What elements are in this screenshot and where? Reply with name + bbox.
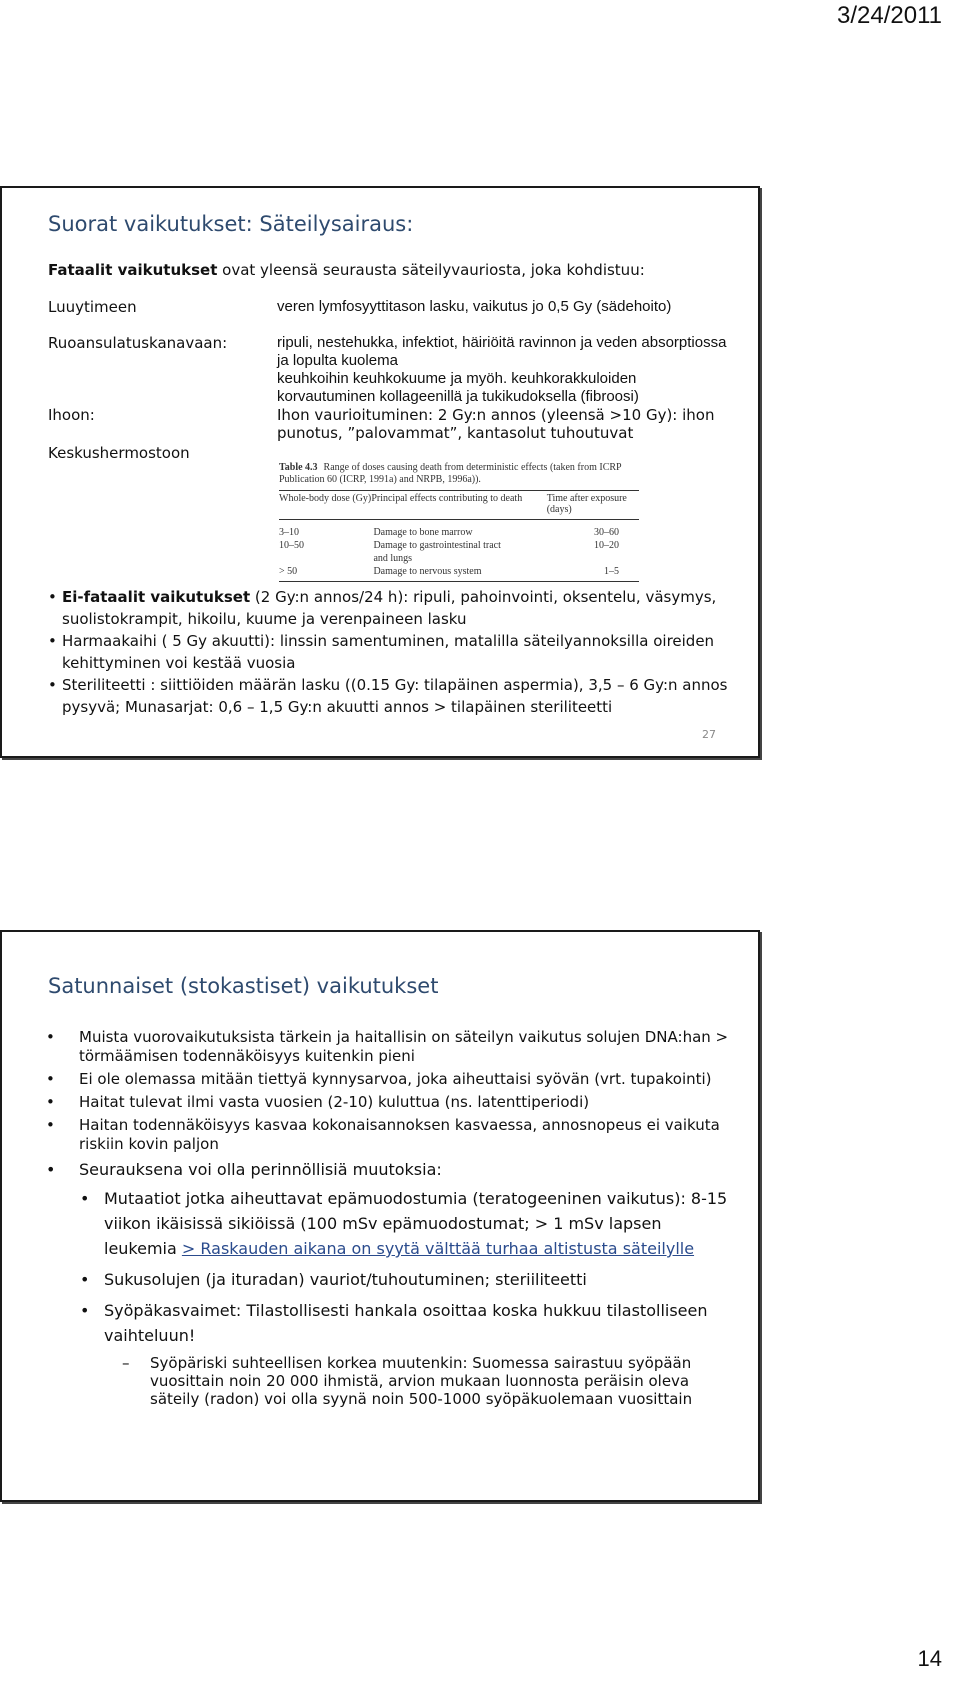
- slide-title: Satunnaiset (stokastiset) vaikutukset: [48, 974, 439, 998]
- bullet-item: [48, 674, 738, 718]
- intro-bold: Fataalit vaikutukset: [48, 261, 218, 279]
- table-cell: > 50: [279, 566, 298, 577]
- slide-title: Suorat vaikutukset: Säteilysairaus:: [48, 212, 414, 236]
- table-row: [279, 565, 639, 578]
- bullet-text: Steriliteetti : siittiöiden määrän lasku ((0.15 Gy: tilapäinen aspermia), 3,5 – 6 Gy:n annos pysyvä; Munasarjat: 0,6 – 1,5 Gy:n akuutti annos > tilapäinen steriliteetti: [62, 676, 728, 716]
- intro-rest: ovat yleensä seurausta säteilyvauriosta, joka kohdistuu:: [217, 261, 645, 279]
- table-label: Table 4.3: [279, 462, 318, 473]
- table-cell: [279, 552, 373, 565]
- bullet-item: [48, 630, 738, 674]
- bullet-list: [44, 1028, 734, 1408]
- table-row: [279, 526, 639, 539]
- table-header-cell: Whole-body dose (Gy): [279, 493, 372, 504]
- bullet-item: [48, 586, 738, 630]
- organ-label: Luuytimeen: [48, 298, 137, 316]
- slide-stochastic: [0, 930, 760, 1502]
- table-cell: 10–20: [593, 540, 619, 551]
- intro-text: [48, 261, 645, 279]
- table-cell: Damage to gastrointestinal tract: [373, 540, 501, 551]
- sub-bullet-item: • Syöpäkasvaimet: Tilastollisesti hankala osoittaa koska hukkuu tilastolliseen vaihteluun!: [44, 1298, 734, 1348]
- table-cell: 10–50: [279, 540, 304, 551]
- organ-label: Ihoon:: [48, 406, 95, 424]
- bullet-item: • Ei ole olemassa mitään tiettyä kynnysarvoa, joka aiheuttaisi syövän (vrt. tupakointi): [44, 1070, 734, 1089]
- bullet-text: (2 Gy:n annos/24 h): ripuli, pahoinvointi, oksentelu, väsymys, suolistokrampit, hikoilu, kuume ja verenpaineen lasku: [62, 588, 717, 628]
- bullet-text: Harmaakaihi ( 5 Gy akuutti): linssin samentuminen, matalilla säteilyannoksilla oireiden kehittyminen voi kestää vuosia: [62, 632, 715, 672]
- table-caption-text: Range of doses causing death from deterministic effects (taken from ICRP Publication 60 (ICRP, 1991a) and NRPB, 1996a)).: [279, 462, 622, 485]
- organ-effect: Ihon vaurioituminen: 2 Gy:n annos (yleensä >10 Gy): ihon punotus, ”palovammat”, kantasolut tuhoutuvat: [277, 406, 715, 442]
- bullet-item: • Haitat tulevat ilmi vasta vuosien (2-10) kuluttua (ns. latenttiperiodi): [44, 1093, 734, 1112]
- slide-27: [0, 186, 760, 758]
- organ-effect: veren lymfosyyttitason lasku, vaikutus jo 0,5 Gy (sädehoito): [277, 298, 672, 315]
- dose-table: [279, 462, 639, 582]
- table-header-cell: Time after exposure (days): [546, 493, 627, 515]
- table-cell: 1–5: [603, 566, 619, 577]
- table-cell: and lungs: [373, 553, 413, 564]
- organ-effect: keuhkoihin keuhkokuume ja myöh. keuhkorakkuloiden korvautuminen kollageenillä ja tukikudoksella (fibroosi): [277, 370, 639, 405]
- organ-effect: ripuli, nestehukka, infektiot, häiriöitä ravinnon ja veden absorptiossa ja lopulta kuolema: [277, 334, 727, 369]
- print-date: 3/24/2011: [837, 2, 942, 29]
- sub-sub-item: – Syöpäriski suhteellisen korkea muutenkin: Suomessa sairastuu syöpään vuosittain noin 20 000 ihmistä, arvion mukaan luonnosta peräisin oleva säteily (radon) voi olla syynä noin 500-1000 syöpäkuolemaan vuosittain: [44, 1354, 734, 1408]
- bullet-list: [48, 586, 738, 718]
- bullet-bold: Ei-fataalit vaikutukset: [62, 588, 251, 606]
- table-cell: [553, 552, 639, 565]
- bullet-item: • Seurauksena voi olla perinnöllisiä muutoksia:: [44, 1160, 734, 1180]
- table-cell: Damage to bone marrow: [373, 527, 473, 538]
- organ-label: Keskushermostoon: [48, 444, 190, 462]
- table-row: [279, 552, 639, 565]
- table-header: [279, 491, 639, 517]
- organ-label: Ruoansulatuskanavaan:: [48, 334, 228, 352]
- table-cell: 3–10: [279, 527, 299, 538]
- slide-number: 27: [702, 728, 716, 741]
- page-number: 14: [917, 1646, 942, 1671]
- table-row: [279, 539, 639, 552]
- table-header-cell: Principal effects contributing to death: [371, 493, 523, 504]
- bullet-item: • Muista vuorovaikutuksista tärkein ja haitallisin on säteilyn vaikutus solujen DNA:han > törmäämisen todennäköisyys kuitenkin pieni: [44, 1028, 734, 1066]
- bullet-item: • Haitan todennäköisyys kasvaa kokonaisannoksen kasvaessa, annosnopeus ei vaikuta riskiin kovin paljon: [44, 1116, 734, 1154]
- sub-bullet-text: Mutaatiot jotka aiheuttavat epämuodostumia (teratogeeninen vaikutus): 8-15 viikon ikäisissä sikiöissä (100 mSv epämuodostumat; > 1 mSv lapsen leukemia: [104, 1189, 728, 1258]
- table-cell: 30–60: [593, 527, 619, 538]
- table-cell: Damage to nervous system: [373, 566, 482, 577]
- table-caption: [279, 462, 639, 486]
- sub-bullet-item: [44, 1186, 734, 1261]
- sub-bullet-item: • Sukusolujen (ja ituradan) vauriot/tuhoutuminen; steriiliteetti: [44, 1267, 734, 1292]
- pregnancy-warning-link[interactable]: > Raskauden aikana on syytä välttää turhaa altistusta säteilylle: [181, 1239, 695, 1258]
